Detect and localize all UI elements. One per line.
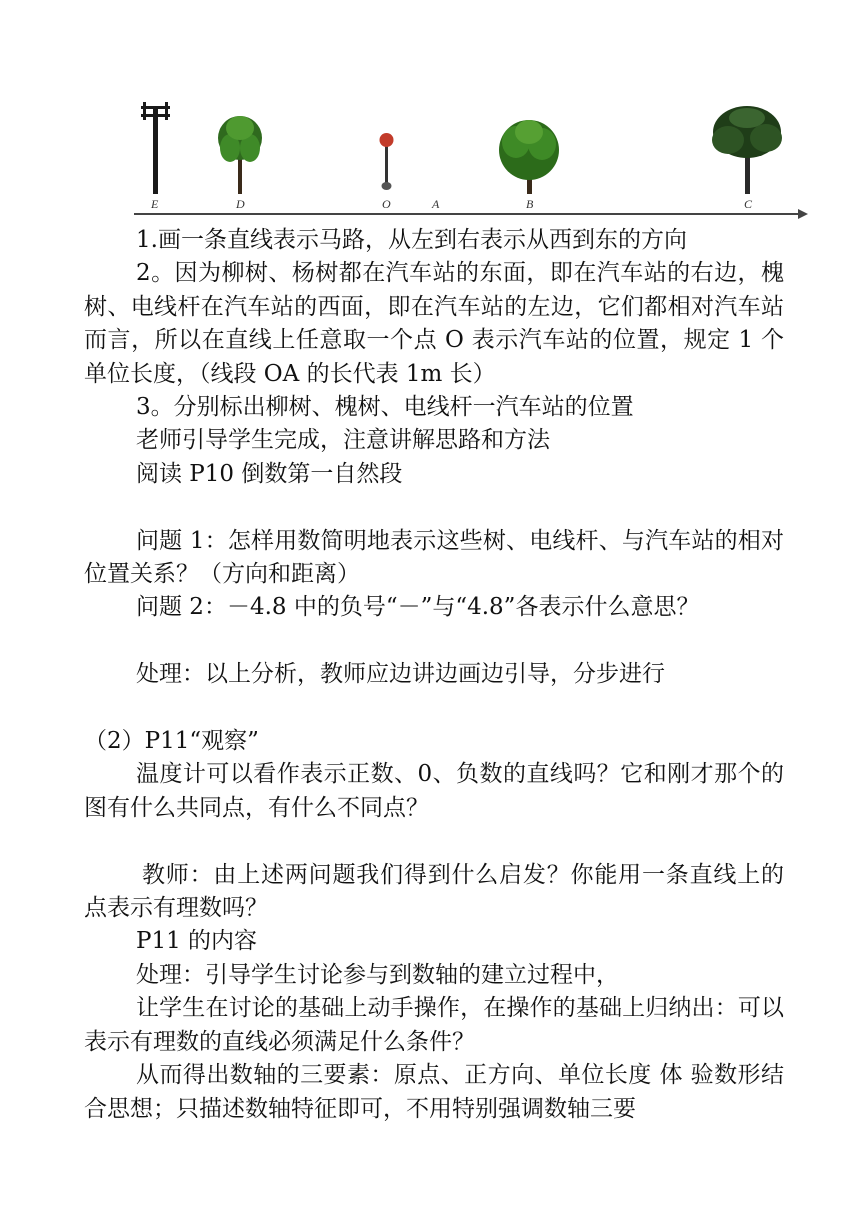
spacer xyxy=(84,491,784,524)
spacer xyxy=(84,825,784,858)
number-line-illustration xyxy=(130,92,810,222)
axis-arrow-icon xyxy=(798,209,808,219)
step-3: 3。分别标出柳树、槐树、电线杆一汽车站的位置 xyxy=(136,394,634,421)
point-label-a: A xyxy=(432,197,440,211)
three-elements-note: 从而得出数轴的三要素：原点、正方向、单位长度 体 验数形结合思想；只描述数轴特征即可，不用特别强调数轴三要 xyxy=(84,1062,784,1122)
teacher-note: 老师引导学生完成，注意讲解思路和方法 xyxy=(136,427,550,454)
question-1: 问题 1：怎样用数简明地表示这些树、电线杆、与汽车站的相对位置关系？（方向和距离） xyxy=(84,527,784,588)
step-2: 2。因为柳树、杨树都在汽车站的东面，即在汽车站的右边，槐树、电线杆在汽车站的西面，即在汽车站的左边，它们都相对汽车站而言，所以在直线上任意取一个点 O 表示汽车站的位置，规定 1 个单位长度，（线段 OA 的长代表 1m 长） xyxy=(84,260,784,387)
poplar-tree-icon xyxy=(499,120,559,194)
number-line-figure xyxy=(130,92,810,222)
processing-note-1: 处理：以上分析，教师应边讲边画边引导，分步进行 xyxy=(136,661,665,688)
point-label-d: D xyxy=(236,197,245,211)
willow-tree-icon xyxy=(218,116,262,194)
step-1: 1.画一条直线表示马路，从左到右表示从西到东的方向 xyxy=(136,227,687,253)
point-label-e: E xyxy=(151,197,159,211)
question-2: 问题 2：－4.8 中的负号“－”与“4.8”各表示什么意思？ xyxy=(136,594,700,621)
point-label-o: O xyxy=(382,197,391,211)
reading-note: 阅读 P10 倒数第一自然段 xyxy=(136,460,403,487)
p11-content: P11 的内容 xyxy=(136,928,258,955)
hands-on-note: 让学生在讨论的基础上动手操作，在操作的基础上归纳出：可以表示有理数的直线必须满足什么条件？ xyxy=(84,995,784,1055)
processing-note-2: 处理：引导学生讨论参与到数轴的建立过程中， xyxy=(136,961,619,988)
spacer xyxy=(84,625,784,658)
section-heading-observe: （2）P11“观察” xyxy=(84,728,259,755)
teacher-prompt: 教师：由上述两问题我们得到什么启发？你能用一条直线上的点表示有理数吗？ xyxy=(84,861,784,922)
spacer xyxy=(84,692,784,725)
document-body xyxy=(84,224,784,1126)
point-label-c: C xyxy=(744,197,753,211)
locust-tree-icon xyxy=(712,106,782,194)
bus-stop-icon xyxy=(380,133,394,190)
observe-question: 温度计可以看作表示正数、0、负数的直线吗？它和刚才那个的图有什么共同点，有什么不同点？ xyxy=(84,761,784,821)
point-label-b: B xyxy=(526,197,534,211)
telephone-pole-icon xyxy=(141,102,170,194)
